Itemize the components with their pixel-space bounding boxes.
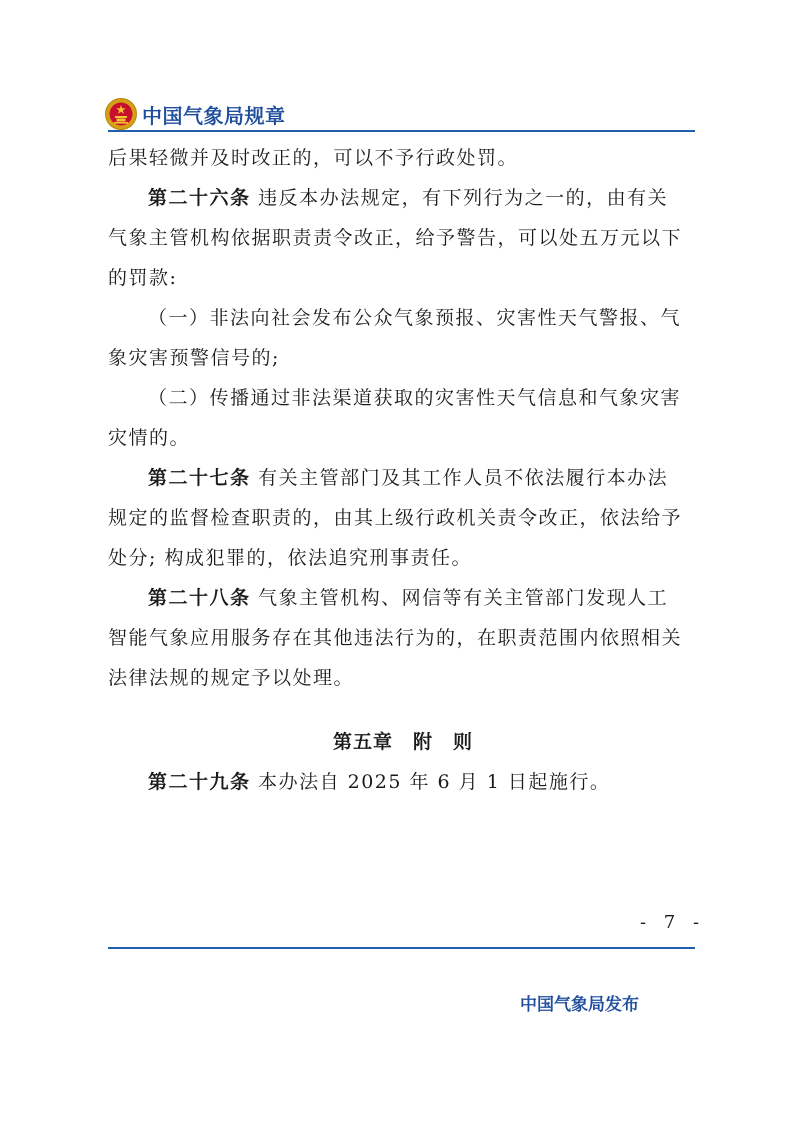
article-number: 第二十九条 (148, 771, 251, 793)
text-line: 法律法规的规定予以处理。 (108, 667, 355, 689)
text-line: 规定的监督检查职责的，由其上级行政机关责令改正，依法给予 (108, 507, 683, 529)
chapter-heading: 第五章 附 则 (332, 731, 473, 753)
list-item-2: （二）传播通过非法渠道获取的灾害性天气信息和气象灾害 (148, 387, 682, 409)
article-number: 第二十六条 (148, 187, 251, 209)
article-text: 违反本办法规定，有下列行为之一的，由有关 (258, 187, 669, 209)
document-header (104, 96, 286, 132)
header-title: 中国气象局规章 (142, 103, 286, 128)
text-line: 气象主管机构依据职责责令改正，给予警告，可以处五万元以下 (108, 227, 683, 249)
document-body (108, 138, 698, 802)
article-26 (108, 178, 698, 218)
footer-divider (108, 947, 695, 949)
publisher-label: 中国气象局发布 (520, 995, 639, 1015)
page-number: - 7 - (640, 912, 706, 933)
article-29 (108, 762, 698, 802)
header-divider (108, 130, 695, 132)
text-line: 象灾害预警信号的; (108, 347, 280, 369)
article-28 (108, 578, 698, 618)
article-text: 气象主管机构、网信等有关主管部门发现人工 (258, 587, 669, 609)
article-text: 有关主管部门及其工作人员不依法履行本办法 (258, 467, 669, 489)
text-line: 后果轻微并及时改正的，可以不予行政处罚。 (108, 147, 519, 169)
list-item-1: （一）非法向社会发布公众气象预报、灾害性天气警报、气 (148, 307, 682, 329)
text-line: 处分; 构成犯罪的，依法追究刑事责任。 (108, 547, 472, 569)
article-number: 第二十八条 (148, 587, 251, 609)
text-line: 的罚款: (108, 267, 178, 289)
article-number: 第二十七条 (148, 467, 251, 489)
text-line: 智能气象应用服务存在其他违法行为的，在职责范围内依照相关 (108, 627, 683, 649)
national-emblem-icon (104, 97, 138, 131)
article-27 (108, 458, 698, 498)
text-line: 灾情的。 (108, 427, 191, 449)
article-text: 本办法自 2025 年 6 月 1 日起施行。 (258, 771, 611, 793)
